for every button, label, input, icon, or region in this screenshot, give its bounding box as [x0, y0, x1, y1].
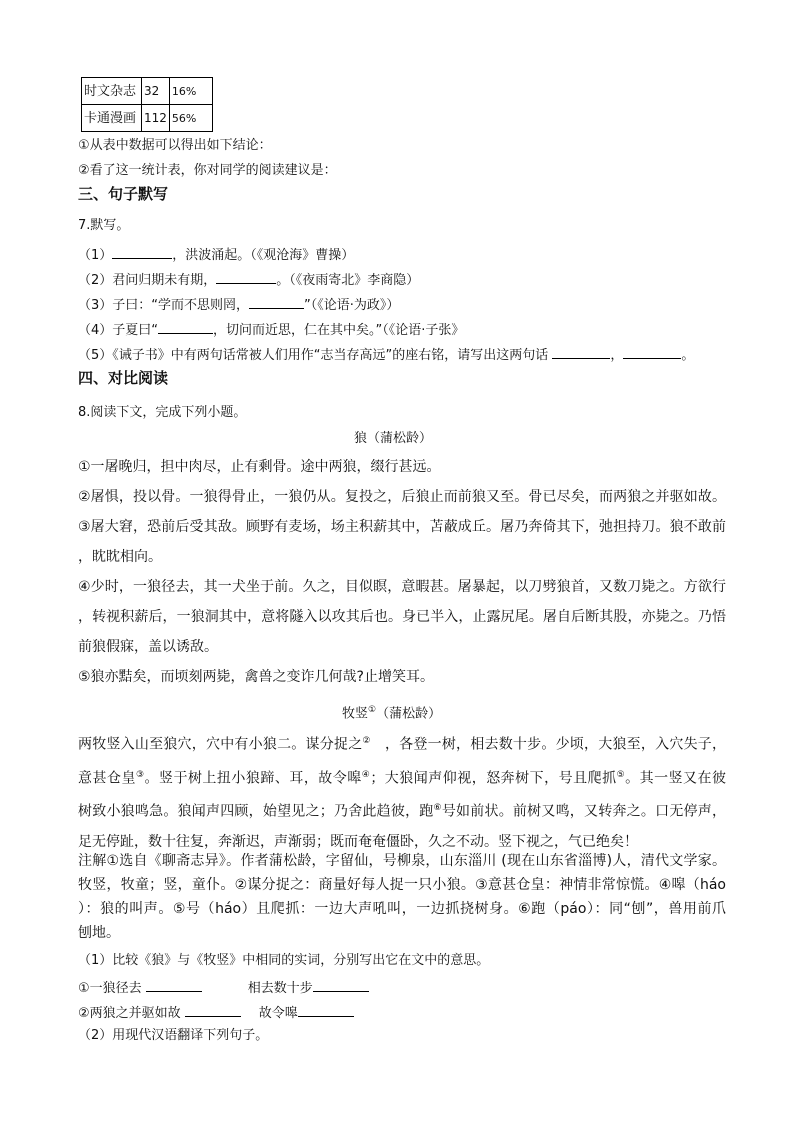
item-text: ，切问而近思，仁在其中矣。”（《论语·子张》 [213, 323, 465, 338]
paragraph-line: ②屠惧，投以骨。一狼得骨止，一狼仍从。复投之，后狼止而前狼又至。骨已尽矣，而两狼之并驱如故。 [78, 489, 726, 505]
footnote-marker: ① [368, 705, 377, 715]
q8-stem: 8.阅读下文，完成下列小题。 [78, 405, 247, 420]
q8-subquestion-2: （2）用现代汉语翻译下列句子。 [78, 1028, 269, 1043]
item-text: 。 [681, 348, 695, 363]
footnote-marker: ③ [135, 769, 145, 780]
fill-prompt: 故令嗥 [258, 1006, 298, 1021]
table-cell: 16% [169, 78, 212, 105]
paragraph-line [78, 726, 726, 760]
table-row [82, 78, 213, 105]
line-text: 树致小狼鸣急。狼闻声四顾，始望见之；乃舍此趋彼，跑 [78, 803, 434, 820]
table-cell: 卡通漫画 [82, 105, 142, 132]
title-text: 牧竖 [342, 706, 369, 722]
item-text: ，洪波涌起。（《观沧海》曹操） [172, 248, 355, 263]
q6-subquestion-1: ①从表中数据可以得出如下结论： [78, 138, 272, 153]
q7-item-4 [78, 319, 464, 339]
answer-blank[interactable] [552, 344, 610, 359]
answer-blank[interactable] [158, 319, 213, 334]
paragraph-line: 前狼假寐，盖以诱敌。 [78, 639, 218, 655]
note-line: 刨地。 [78, 925, 120, 941]
line-text: 两牧竖入山至狼穴，穴中有小狼二。谋分捉之 [78, 736, 363, 753]
reading-stats-table [81, 77, 213, 132]
answer-blank[interactable] [185, 1002, 241, 1017]
paragraph-line: ④少时，一狼径去，其一犬坐于前。久之，目似瞑，意暇甚。屠暴起，以刀劈狼首，又数刀毙之。方欲行 [78, 579, 726, 595]
line-text: 。竖于树上扭小狼蹄、耳，故令嗥 [144, 770, 362, 787]
line-text: ；大狼闻声仰视，怒奔树下，号且爬抓 [370, 770, 617, 787]
line-text: ，各登一树，相去数十步。少顷，大狼至，入穴失子， [370, 736, 726, 753]
q7-item-1 [78, 244, 354, 264]
passage-wolf [78, 452, 726, 692]
fill-prompt: ①一狼径去 [78, 981, 146, 996]
item-text: （1） [78, 248, 113, 263]
item-text: ”（《论语·为政》） [304, 298, 400, 313]
paragraph-line: ，转视积薪后，一狼洞其中，意将隧入以攻其后也。身已半入，止露尻尾。屠自后断其股，亦毙之。乃悟 [78, 609, 726, 625]
section-4-heading: 四、对比阅读 [78, 369, 169, 387]
note-line: 注解①选自《聊斋志异》。作者蒲松龄，字留仙，号柳泉，山东淄川 (现在山东省淄博)人，清代文学家。 [78, 853, 726, 869]
line-text: 。其一竖又在彼 [625, 770, 726, 787]
answer-blank[interactable] [146, 977, 202, 992]
item-text: （4）子夏曰“ [78, 323, 159, 338]
fill-prompt: ②两狼之并驱如故 [78, 1006, 185, 1021]
table-cell: 时文杂志 [82, 78, 142, 105]
table-cell: 32 [142, 78, 170, 105]
answer-blank[interactable] [298, 1002, 354, 1017]
fill-prompt: 相去数十步 [247, 981, 313, 996]
paragraph-line: 足无停趾，数十往复，奔渐迟，声渐弱；既而奄奄僵卧，久之不动。竖下视之，气已绝矣！ [78, 833, 638, 850]
answer-blank[interactable] [216, 269, 276, 284]
table-row [82, 105, 213, 132]
note-line: ）：狼的叫声。⑤号（háo）且爬抓：一边大声吼叫，一边抓挠树身。⑥跑（páo）：同“刨”，兽用前爪 [78, 901, 726, 917]
fill-row-2 [78, 1002, 354, 1022]
footnote-marker: ⑥ [433, 803, 442, 814]
footnote-marker: ② [362, 736, 371, 746]
q7-item-5 [78, 344, 694, 364]
item-text: ， [610, 348, 624, 363]
paragraph-line [78, 760, 726, 794]
title-author: （蒲松龄） [376, 706, 442, 722]
answer-blank[interactable] [112, 244, 172, 259]
passage-1-title: 狼（蒲松龄） [354, 431, 433, 446]
paragraph-line: ③屠大窘，恐前后受其敌。顾野有麦场，场主积薪其中，苫蔽成丘。屠乃奔倚其下，弛担持刀。狼不敢前 [78, 519, 726, 535]
q7-stem: 7.默写。 [78, 218, 130, 233]
q7-item-2 [78, 269, 419, 289]
fill-row-1 [78, 977, 369, 997]
note-line: 牧竖，牧童；竖，童仆。②谋分捉之：商量好每人捉一只小狼。③意甚仓皇：神情非常惊慌。④嗥（háo [78, 877, 726, 893]
annotations [78, 849, 726, 945]
footnote-marker: ⑤ [616, 769, 626, 780]
paragraph-line: ⑤狼亦黠矣，而顷刻两毙，禽兽之变诈几何哉?止增笑耳。 [78, 669, 434, 685]
section-3-heading: 三、句子默写 [78, 185, 169, 203]
item-text: （3）子曰：“学而不思则罔， [78, 298, 250, 313]
footnote-marker: ④ [361, 769, 371, 780]
q7-item-3 [78, 294, 399, 314]
passage-shepherd [78, 726, 726, 857]
line-text: 号如前状。前树又鸣，又转奔之。口无停声， [441, 803, 726, 820]
answer-blank[interactable] [623, 344, 681, 359]
paragraph-line [78, 793, 726, 827]
q8-subquestion-1: （1）比较《狼》与《牧竖》中相同的实词，分别写出它在文中的意思。 [78, 953, 490, 968]
item-text: 。（《夜雨寄北》李商隐） [276, 273, 420, 288]
item-text: （2）君问归期未有期， [78, 273, 217, 288]
answer-blank[interactable] [313, 977, 369, 992]
table-cell: 56% [169, 105, 212, 132]
paragraph-line: ，眈眈相向。 [78, 549, 162, 565]
item-text: （5）《诫子书》中有两句话常被人们用作“志当存高远”的座右铭，请写出这两句话 [78, 348, 553, 363]
table-cell: 112 [142, 105, 170, 132]
line-text: 意甚仓皇 [78, 770, 136, 787]
passage-2-title [342, 702, 441, 722]
paragraph-line: ①一屠晚归，担中肉尽，止有剩骨。途中两狼，缀行甚远。 [78, 459, 441, 475]
q6-subquestion-2: ②看了这一统计表，你对同学的阅读建议是： [78, 163, 337, 178]
answer-blank[interactable] [249, 294, 304, 309]
